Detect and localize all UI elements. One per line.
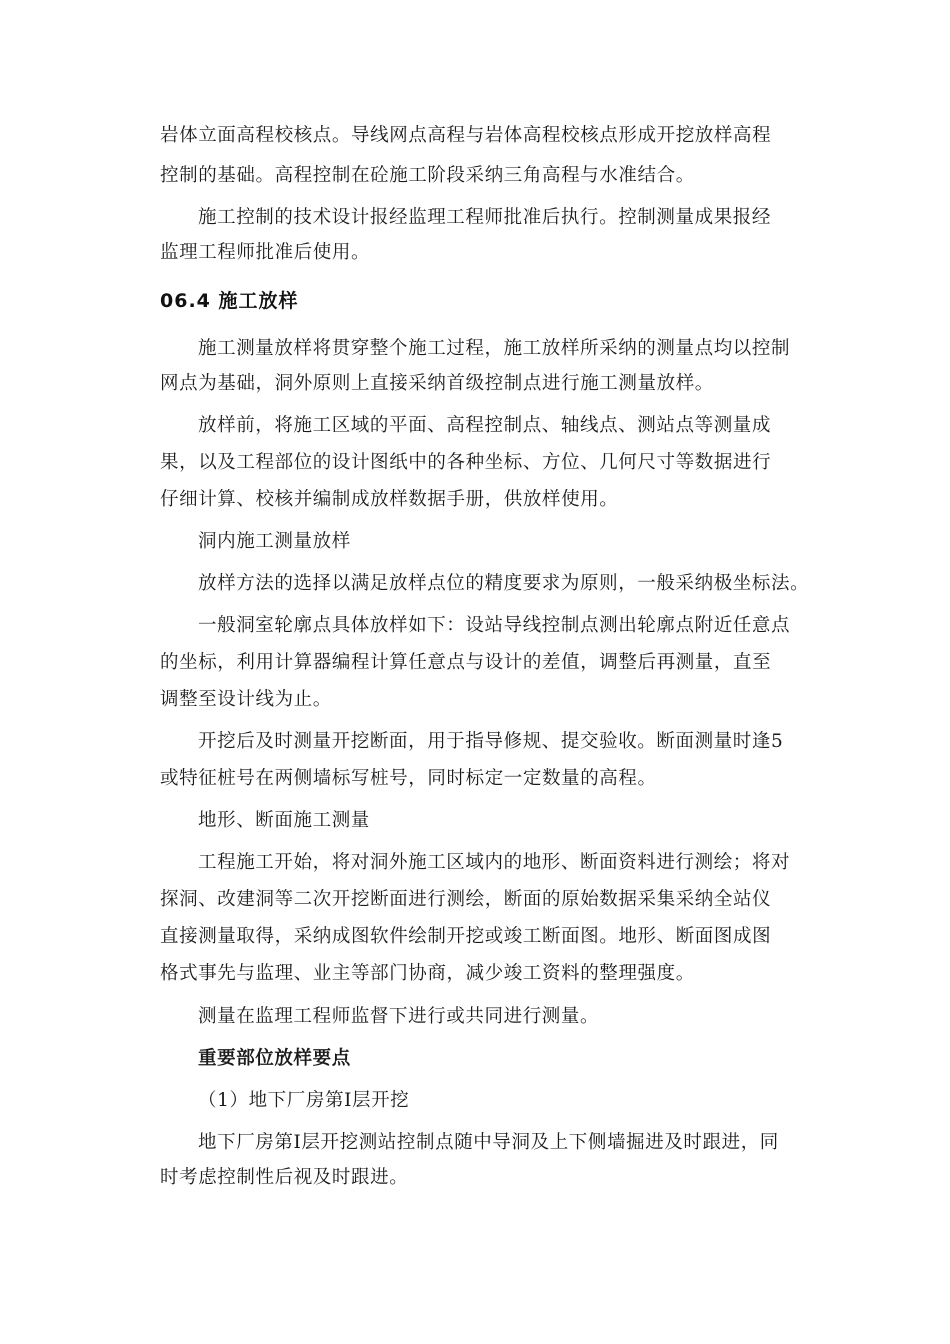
text-line: 仔细计算、校核并编制成放样数据手册，供放样使用。 <box>160 489 619 510</box>
text-line: 测量在监理工程师监督下进行或共同进行测量。 <box>198 1006 600 1027</box>
subheading: 洞内施工测量放样 <box>198 531 351 552</box>
text-line: 一般洞室轮廓点具体放样如下：设站导线控制点测出轮廓点附近任意点 <box>198 615 791 636</box>
text-line: 放样方法的选择以满足放样点位的精度要求为原则，一般采纳极坐标法。 <box>198 573 810 594</box>
text-line: 施工控制的技术设计报经监理工程师批准后执行。控制测量成果报经 <box>198 207 772 228</box>
text-line: 工程施工开始，将对洞外施工区域内的地形、断面资料进行测绘；将对 <box>198 852 791 873</box>
text-line: 监理工程师批准后使用。 <box>160 242 371 263</box>
text-line: 放样前，将施工区域的平面、高程控制点、轴线点、测站点等测量成 <box>198 415 772 436</box>
text-line: 直接测量取得，采纳成图软件绘制开挖或竣工断面图。地形、断面图成图 <box>160 926 772 947</box>
text-line: 开挖后及时测量开挖断面，用于指导修规、提交验收。断面测量时逢5 <box>198 731 784 752</box>
subheading: 地形、断面施工测量 <box>198 810 370 831</box>
text-line: 格式事先与监理、业主等部门协商，减少竣工资料的整理强度。 <box>160 963 695 984</box>
text-line: 的坐标，利用计算器编程计算任意点与设计的差值，调整后再测量，直至 <box>160 652 772 673</box>
numbered-item: （1）地下厂房第I层开挖 <box>198 1090 410 1111</box>
text-line: 探洞、改建洞等二次开挖断面进行测绘，断面的原始数据采集采纳全站仪 <box>160 889 772 910</box>
text-line: 地下厂房第I层开挖测站控制点随中导洞及上下侧墙掘进及时跟进，同 <box>198 1132 779 1153</box>
text-line: 岩体立面高程校核点。导线网点高程与岩体高程校核点形成开挖放样高程 <box>160 125 772 146</box>
bold-subheading: 重要部位放样要点 <box>198 1048 351 1069</box>
section-heading: 06.4 施工放样 <box>160 290 299 312</box>
text-line: 网点为基础，洞外原则上直接采纳首级控制点进行施工测量放样。 <box>160 373 714 394</box>
text-line: 施工测量放样将贯穿整个施工过程，施工放样所采纳的测量点均以控制 <box>198 338 791 359</box>
text-line: 时考虑控制性后视及时跟进。 <box>160 1167 409 1188</box>
text-line: 或特征桩号在两侧墙标写桩号，同时标定一定数量的高程。 <box>160 768 657 789</box>
text-line: 果，以及工程部位的设计图纸中的各种坐标、方位、几何尺寸等数据进行 <box>160 452 772 473</box>
text-line: 调整至设计线为止。 <box>160 689 332 710</box>
text-line: 控制的基础。高程控制在砼施工阶段采纳三角高程与水准结合。 <box>160 165 695 186</box>
